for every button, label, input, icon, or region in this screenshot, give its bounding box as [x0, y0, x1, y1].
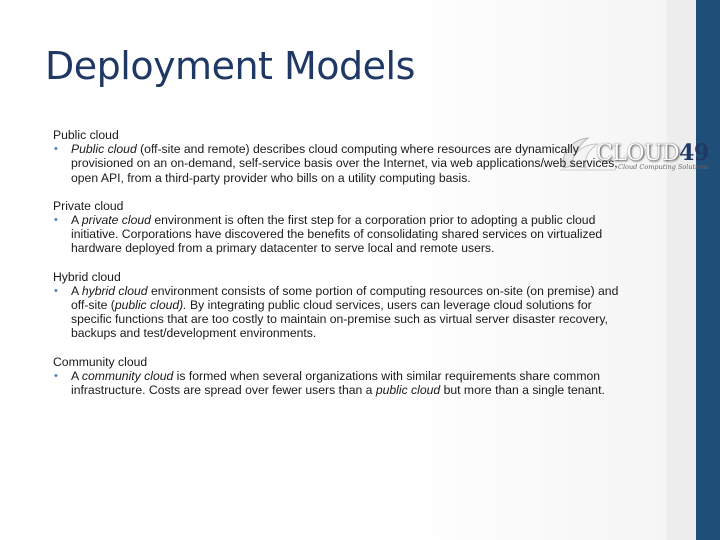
bullet-item: [53, 142, 633, 185]
bullet-item: [53, 284, 633, 341]
bullet-text: community cloud: [81, 368, 174, 383]
bullet-text: private cloud: [81, 213, 151, 228]
bullet-text: public cloud: [375, 383, 441, 398]
section-heading: Hybrid cloud: [53, 269, 121, 284]
slide-title: Deployment Models: [45, 44, 415, 88]
section-public-cloud: [53, 128, 633, 185]
section-private-cloud: [53, 199, 633, 256]
bullet-text: hybrid cloud: [81, 283, 148, 298]
section-hybrid-cloud: [53, 270, 633, 341]
bullet-item: [53, 213, 633, 256]
section-community-cloud: [53, 355, 633, 398]
bullet-text: is formed when several organizations with similar requirements share common infrastructure. Costs are spread over fewer users than a: [71, 368, 601, 398]
bullet-text: Public cloud: [71, 142, 137, 157]
bullet-text: A: [71, 283, 82, 298]
section-heading: Private cloud: [53, 198, 124, 213]
bullet-text: environment is often the first step for a corporation prior to adopting a public cloud initiative. Corporations have discovered the benefits of consolidating shared services on virtualized hardware deployed from a primary datacenter to serve local and remote users.: [71, 213, 603, 256]
bullet-icon: •: [54, 369, 58, 382]
slide-content: [53, 128, 633, 411]
accent-bar: [696, 0, 720, 540]
bullet-icon: •: [54, 214, 58, 227]
logo-tagline: Cloud Computing Solutions: [618, 163, 709, 171]
bullet-text: By integrating public cloud services, users can leverage cloud solutions for specific functions that are too costly to maintain on-premise such as virtual server disaster recovery, backups and test/development environments.: [71, 298, 608, 341]
bullet-text: public cloud).: [114, 298, 187, 313]
bullet-text: A: [71, 213, 82, 228]
bullet-text: environment consists of some portion of computing resources on-site (on premise) and off-site (: [71, 283, 619, 313]
bullet-icon: •: [54, 143, 58, 156]
logo-wordmark: CLOUD49: [596, 140, 709, 166]
section-heading: Community cloud: [53, 354, 148, 369]
bullet-item: [53, 369, 633, 397]
bullet-icon: •: [54, 284, 58, 297]
bullet-text: (off-site and remote) describes cloud computing where resources are dynamically provisioned on an on-demand, self-service basis over the Internet, via web applications/web services, open API, from a third-party provider who bills on a utility computing basis.: [71, 142, 618, 185]
section-heading: Public cloud: [53, 128, 119, 142]
bullet-text: A: [71, 368, 82, 383]
bullet-text: but more than a single tenant.: [440, 383, 605, 398]
